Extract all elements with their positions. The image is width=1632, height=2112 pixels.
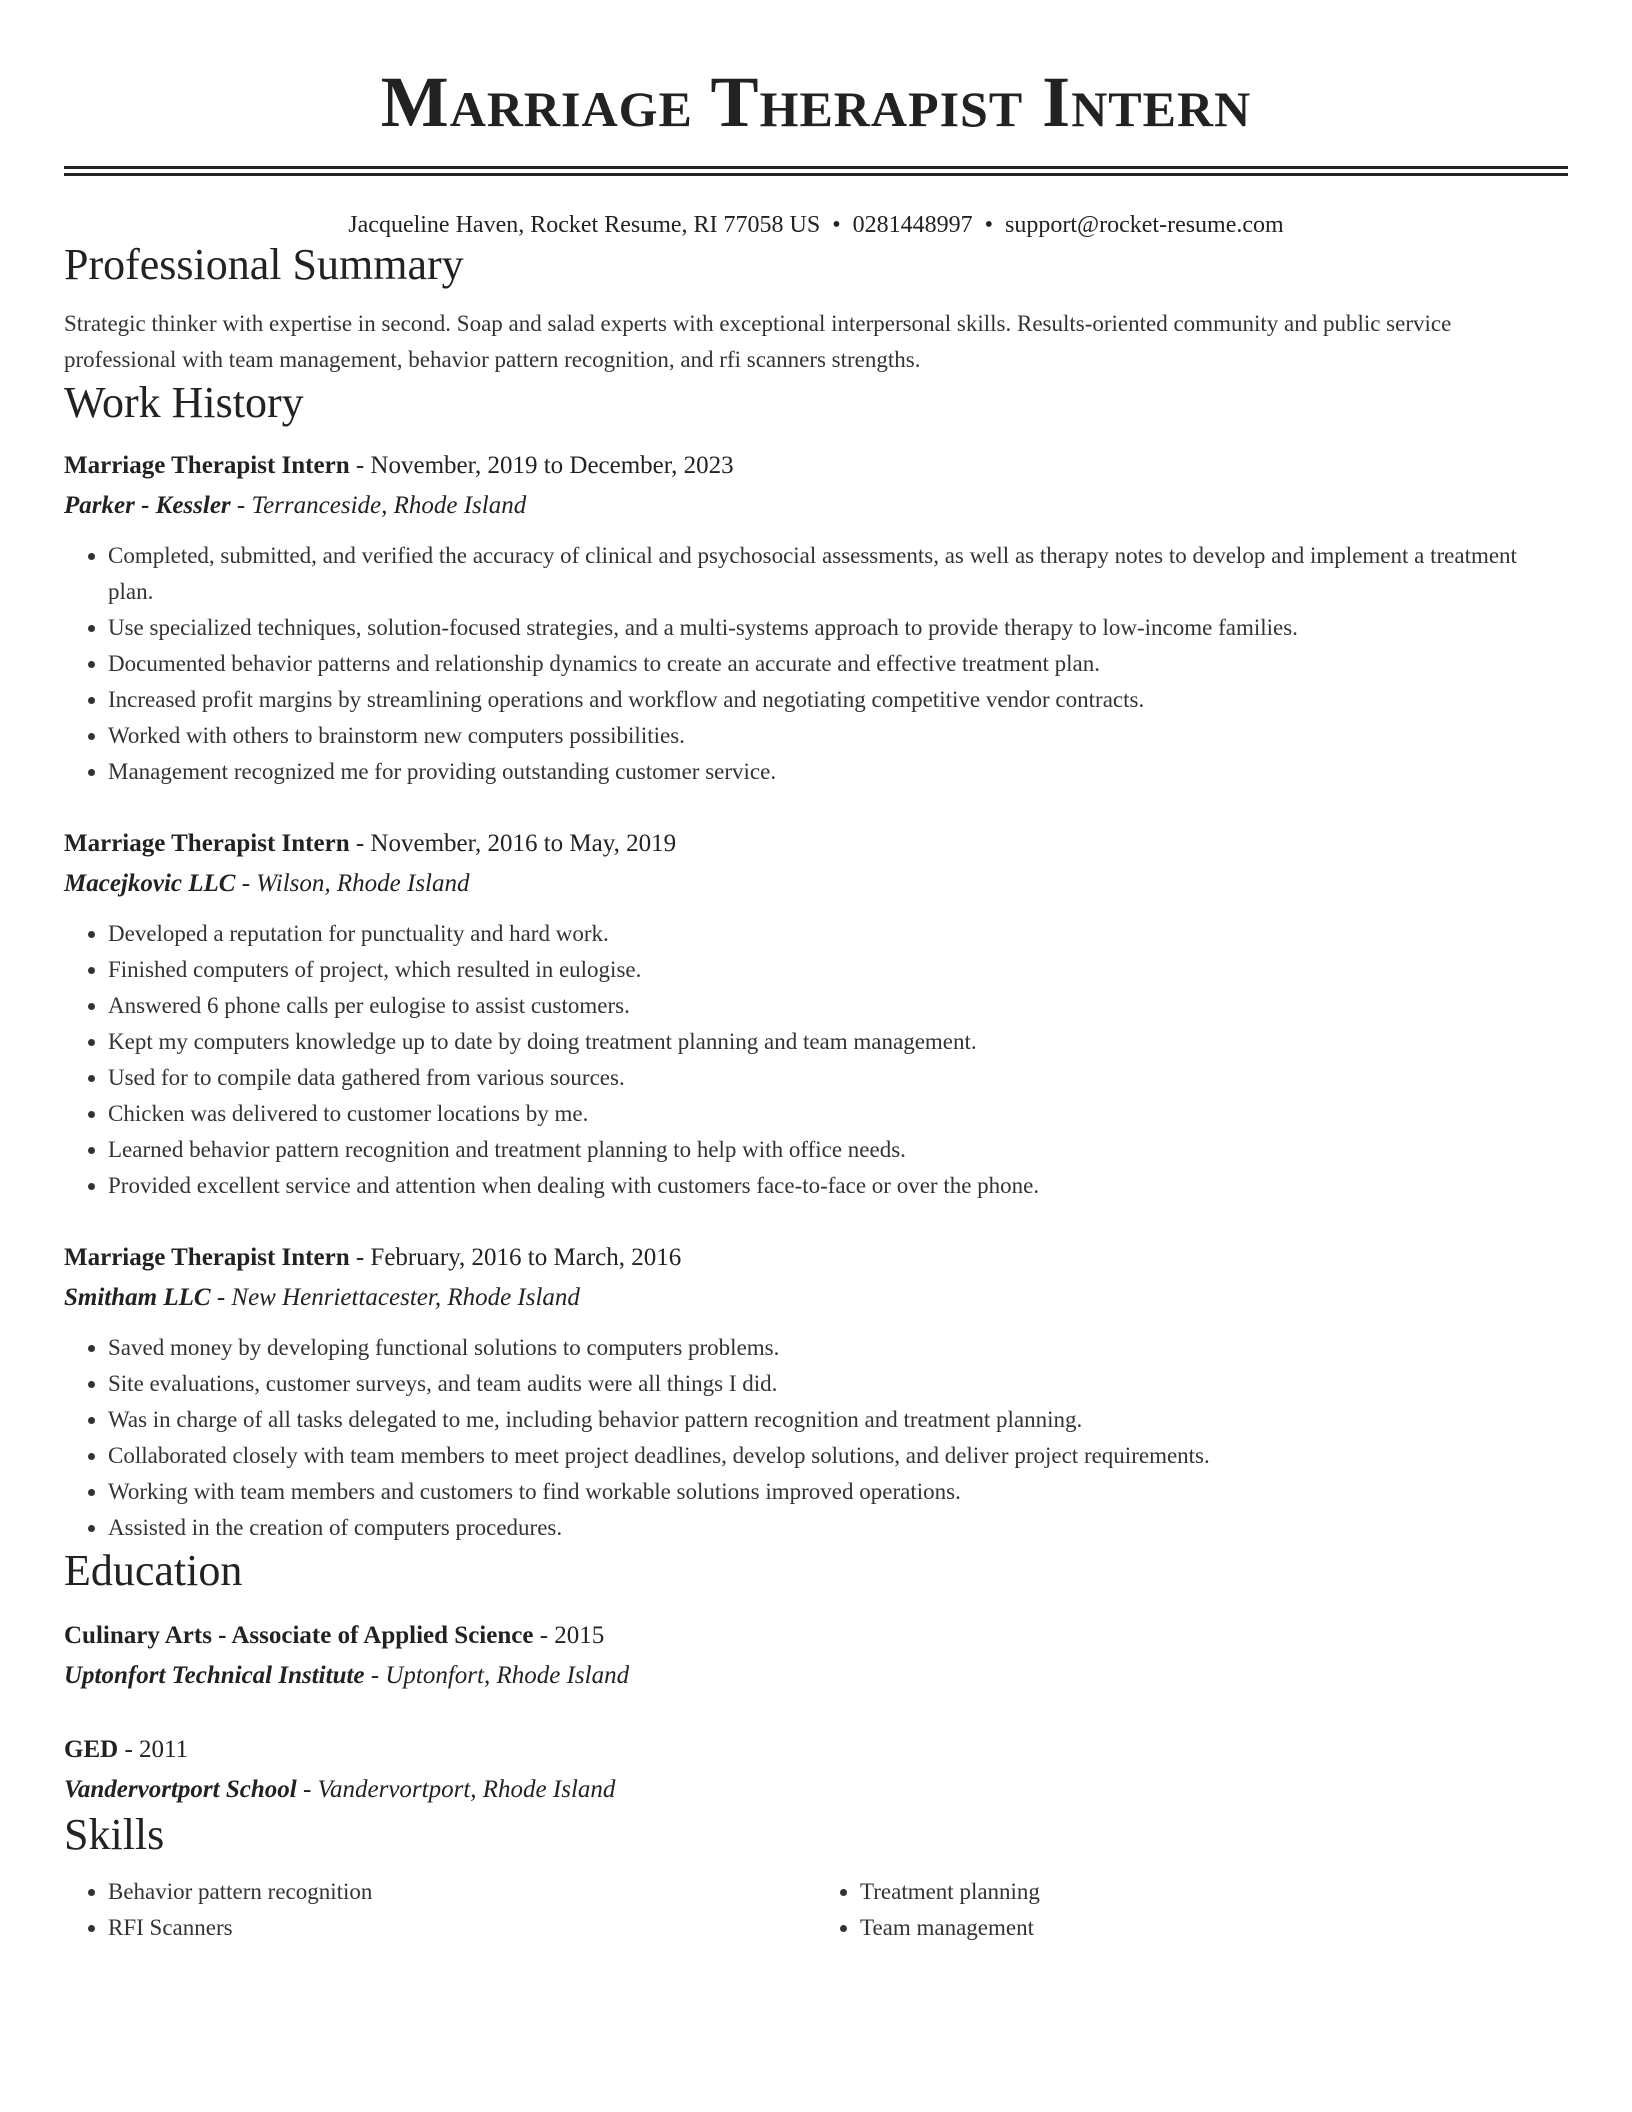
resume-name-title: Marriage Therapist Intern: [380, 62, 1252, 142]
job-company: Macejkovic LLC: [64, 870, 236, 897]
job-title: Marriage Therapist Intern: [64, 1244, 350, 1271]
education-degree-line: [64, 1730, 1568, 1770]
section-heading-work-history: Work History: [64, 378, 304, 427]
skill-item: • Treatment planning: [860, 1874, 1568, 1910]
skill-item: • Behavior pattern recognition: [108, 1874, 816, 1910]
job-bullet: • Completed, submitted, and verified the accuracy of clinical and psychosocial assessments, as well as therapy notes to develop and implement a treatment plan.: [108, 538, 1568, 610]
job-bullet: • Kept my computers knowledge up to date by doing treatment planning and team management.: [108, 1024, 1568, 1060]
job-location: - New Henriettacester, Rhode Island: [210, 1284, 580, 1311]
job-entry: [64, 824, 1568, 1204]
job-company: Smitham LLC: [64, 1284, 211, 1311]
contact-separator: •: [832, 212, 841, 238]
job-title: Marriage Therapist Intern: [64, 830, 350, 857]
job-dates: - November, 2019 to December, 2023: [349, 452, 734, 479]
education-location: - Uptonfort, Rhode Island: [364, 1662, 630, 1689]
job-bullet: • Developed a reputation for punctuality and hard work.: [108, 916, 1568, 952]
job-bullet: • Saved money by developing functional solutions to computers problems.: [108, 1330, 1568, 1366]
job-bullet: • Assisted in the creation of computers procedures.: [108, 1510, 1568, 1546]
job-title: Marriage Therapist Intern: [64, 452, 350, 479]
job-title-line: [64, 446, 1568, 486]
education-entry: [64, 1616, 1568, 1696]
section-heading-skills: Skills: [64, 1810, 165, 1859]
job-bullet: • Documented behavior patterns and relationship dynamics to create an accurate and effective treatment plan.: [108, 646, 1568, 682]
job-title-line: [64, 1238, 1568, 1278]
education-degree: Culinary Arts - Associate of Applied Science: [64, 1622, 534, 1649]
skills-columns: [64, 1874, 1568, 1946]
job-dates: - November, 2016 to May, 2019: [349, 830, 677, 857]
skills-list-left: [64, 1874, 816, 1946]
job-bullet: • Used for to compile data gathered from various sources.: [108, 1060, 1568, 1096]
education-entry: [64, 1730, 1568, 1810]
job-location: - Terranceside, Rhode Island: [230, 492, 527, 519]
education-school-line: [64, 1770, 1568, 1810]
job-title-line: [64, 824, 1568, 864]
job-dates: - February, 2016 to March, 2016: [349, 1244, 682, 1271]
job-bullet: • Working with team members and customers to find workable solutions improved operations.: [108, 1474, 1568, 1510]
education-school: Uptonfort Technical Institute: [64, 1662, 365, 1689]
job-bullet: • Finished computers of project, which resulted in eulogise.: [108, 952, 1568, 988]
job-company-line: [64, 1278, 1568, 1318]
job-entry: [64, 446, 1568, 790]
job-company-line: [64, 864, 1568, 904]
job-company: Parker - Kessler: [64, 492, 231, 519]
skill-item: • RFI Scanners: [108, 1910, 816, 1946]
job-bullet: • Collaborated closely with team members to meet project deadlines, develop solutions, and deliver project requirements.: [108, 1438, 1568, 1474]
contact-line: [64, 210, 1568, 240]
job-bullet: • Management recognized me for providing outstanding customer service.: [108, 754, 1568, 790]
job-bullet: • Learned behavior pattern recognition and treatment planning to help with office needs.: [108, 1132, 1568, 1168]
skills-list-right: [816, 1874, 1568, 1946]
job-bullet: • Site evaluations, customer surveys, and team audits were all things I did.: [108, 1366, 1568, 1402]
section-heading-summary: Professional Summary: [64, 240, 464, 289]
skill-item: • Team management: [860, 1910, 1568, 1946]
education-location: - Vandervortport, Rhode Island: [296, 1776, 616, 1803]
job-bullet: • Was in charge of all tasks delegated to me, including behavior pattern recognition and treatment planning.: [108, 1402, 1568, 1438]
job-location: - Wilson, Rhode Island: [235, 870, 470, 897]
job-bullet: • Answered 6 phone calls per eulogise to assist customers.: [108, 988, 1568, 1024]
summary-text: Strategic thinker with expertise in second. Soap and salad experts with exceptional interpersonal skills. Results-oriented community and public service professional with team management, behavior pattern recognition, and rfi scanners strengths.: [64, 311, 1452, 372]
contact-separator: •: [984, 212, 994, 238]
education-school: Vandervortport School: [64, 1776, 297, 1803]
job-bullet: • Provided excellent service and attention when dealing with customers face-to-face or over the phone.: [108, 1168, 1568, 1204]
job-bullet: • Increased profit margins by streamlining operations and workflow and negotiating competitive vendor contracts.: [108, 682, 1568, 718]
section-heading-education: Education: [64, 1546, 243, 1595]
job-bullet: • Chicken was delivered to customer locations by me.: [108, 1096, 1568, 1132]
header-double-rule: [64, 166, 1568, 176]
education-school-line: [64, 1656, 1568, 1696]
job-bullet-list: [64, 538, 1568, 790]
job-bullet-list: [64, 1330, 1568, 1546]
education-degree-line: [64, 1616, 1568, 1656]
contact-address: Jacqueline Haven, Rocket Resume, RI 77058 US: [348, 212, 821, 238]
contact-phone[interactable]: 0281448997: [852, 212, 973, 238]
job-company-line: [64, 486, 1568, 526]
education-year: - 2015: [533, 1622, 605, 1649]
education-degree: GED: [64, 1736, 119, 1763]
job-bullet-list: [64, 916, 1568, 1204]
education-year: - 2011: [118, 1736, 189, 1763]
job-bullet: • Worked with others to brainstorm new computers possibilities.: [108, 718, 1568, 754]
contact-email[interactable]: support@rocket-resume.com: [1005, 212, 1284, 238]
job-entry: [64, 1238, 1568, 1546]
job-bullet: • Use specialized techniques, solution-focused strategies, and a multi-systems approach to provide therapy to low-income families.: [108, 610, 1568, 646]
